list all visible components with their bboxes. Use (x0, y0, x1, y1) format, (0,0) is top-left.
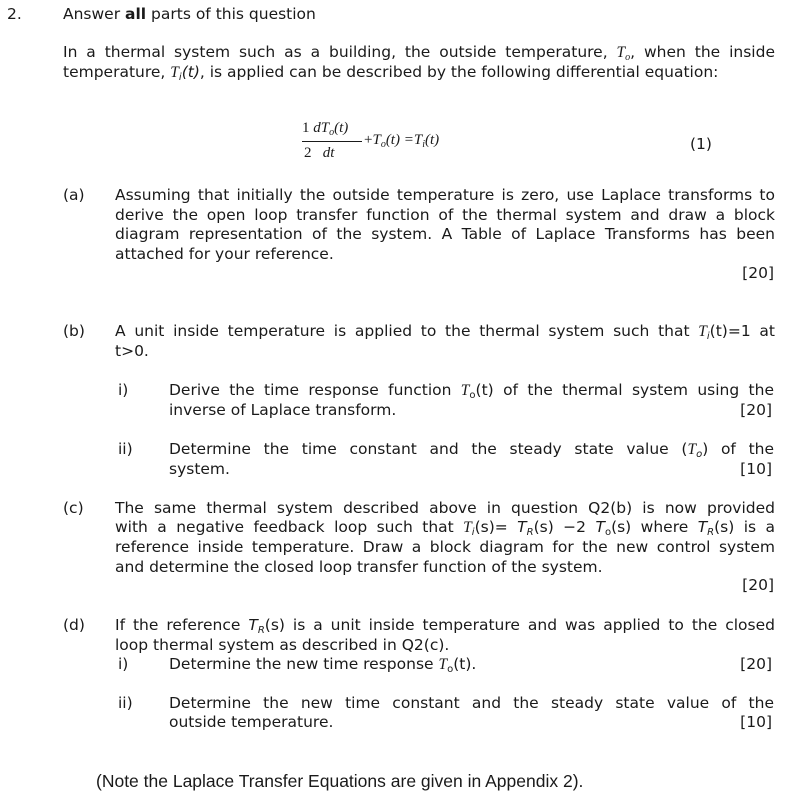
part-b-line-1 (115, 322, 775, 341)
part-c-line-2 (115, 518, 775, 537)
intro-line-1 (63, 43, 775, 62)
part-c-l2-b: (s)= (474, 518, 518, 536)
part-d-i-label: i) (118, 655, 129, 673)
equation-denominator (304, 145, 334, 162)
intro-line2-post: , is applied can be described by the following differential equation: (199, 63, 719, 81)
intro-line1-post: , when the inside (630, 43, 775, 61)
part-c-l2-sym4: T (697, 518, 708, 536)
part-d-ii-marks: [10] (740, 713, 772, 731)
instruction-pre: Answer (63, 5, 126, 23)
part-c-line-3: reference inside temperature. Draw a block diagram for the new control system (115, 538, 775, 556)
part-b-i-label: i) (118, 381, 129, 399)
symbol-to (617, 44, 631, 61)
part-d-label: (d) (63, 616, 85, 634)
part-c-line-1: The same thermal system described above in question Q2(b) is now provided (115, 499, 775, 517)
eq-end: (t) (424, 132, 440, 148)
numerator-arg: (t) (334, 120, 349, 136)
part-c-l2-c: (s) −2 (533, 518, 596, 536)
part-b-i-sym: T (460, 382, 470, 399)
part-d-i-text (169, 655, 476, 674)
part-c-l2-e: (s) is a (714, 518, 776, 536)
part-d-i-pre: Determine the new time response (169, 655, 439, 673)
instruction-post: parts of this question (146, 5, 316, 23)
intro-line2-pre: temperature, (63, 63, 171, 81)
equation-numerator (302, 120, 348, 137)
symbol-ti-arg: (t) (181, 63, 200, 81)
part-a-marks: [20] (742, 264, 774, 282)
part-c-l2-sub1: i (471, 527, 475, 538)
appendix-note: (Note the Laplace Transfer Equations are given in Appendix 2). (96, 771, 584, 791)
part-c-l2-a: with a negative feedback loop such that (115, 518, 464, 536)
part-d-i-sym: T (438, 656, 448, 673)
part-b-ii-marks: [10] (740, 460, 772, 478)
part-b-ii-post: ) of the (702, 440, 775, 458)
equation-label: (1) (690, 135, 712, 153)
intro-line1-pre: In a thermal system such as a building, the outside temperature, (63, 43, 617, 61)
part-b-sub: i (706, 331, 710, 342)
eq-sub-o: o (380, 139, 386, 150)
fraction-bar (302, 141, 362, 142)
part-c-l2-d: (s) where (611, 518, 698, 536)
part-c-label: (c) (63, 499, 84, 517)
part-c-line-4: and determine the closed loop transfer function of the system. (115, 558, 603, 576)
equation-rest (364, 132, 439, 149)
part-b-i-line-2: inverse of Laplace transform. (169, 401, 397, 419)
symbol-ti-sub: i (178, 72, 182, 83)
part-d-ii-label: ii) (118, 694, 133, 712)
question-number: 2. (7, 5, 22, 23)
part-d-i-post: (t). (453, 655, 477, 673)
numerator-dT: dT (313, 120, 330, 136)
part-b-i-marks: [20] (740, 401, 772, 419)
instruction-bold: all (125, 5, 147, 23)
denominator-two: 2 (304, 145, 312, 161)
part-b-ii-line-2: system. (169, 460, 230, 478)
part-a-text: Assuming that initially the outside temperature is zero, use Laplace transforms to derive the open loop transfer function of the thermal system and draw a block diagram representation of the system. A Table of Laplace Transforms has been attached for your reference. (115, 186, 775, 263)
part-c-l2-sub2: R (526, 527, 534, 538)
part-d-l1-b: (s) is a unit inside temperature and was applied to the closed (264, 616, 775, 634)
instruction (63, 5, 316, 23)
part-d-l1-sym: T (248, 616, 258, 634)
intro-line-2 (63, 63, 775, 82)
symbol-ti-T: T (170, 64, 179, 81)
part-b-ii-label: ii) (118, 440, 133, 458)
part-b-ii-pre: Determine the time constant and the steady state value ( (169, 440, 688, 458)
part-d-l1-a: If the reference (115, 616, 249, 634)
part-d-ii-line-2: outside temperature. (169, 713, 334, 731)
part-b-ii-sym: T (687, 441, 697, 458)
part-b-i-pre: Derive the time response function (169, 381, 461, 399)
denominator-dt: dt (322, 145, 335, 161)
part-a-label: (a) (63, 186, 85, 204)
differential-equation (300, 120, 500, 170)
part-d-i-marks: [20] (740, 655, 772, 673)
part-b-i-sub: o (469, 390, 476, 401)
symbol-ti (170, 63, 200, 81)
symbol-to-sub: o (625, 52, 631, 63)
part-d-i-sub: o (447, 664, 454, 675)
part-b-ii-sub: o (696, 449, 703, 460)
part-b-pre: A unit inside temperature is applied to the thermal system such that (115, 322, 699, 340)
part-c-l2-sym2: T (517, 518, 527, 536)
part-d-l1-sub: R (257, 625, 265, 636)
part-b-post: (t)=1 at (709, 322, 775, 340)
part-c-l2-sym1: T (463, 519, 472, 536)
eq-T: T (372, 132, 381, 148)
eq-sub-i: i (422, 139, 425, 150)
eq-plus: + (364, 132, 373, 148)
part-c-l2-sym3: T (595, 518, 605, 536)
part-d-line-2: loop thermal system as described in Q2(c). (115, 636, 450, 654)
part-b-line-2: t>0. (115, 342, 149, 360)
numerator-one: 1 (302, 120, 310, 136)
numerator-sub: o (329, 127, 335, 138)
part-d-line-1 (115, 616, 775, 634)
symbol-to-T: T (616, 44, 626, 61)
part-b-i-line-1 (169, 381, 774, 400)
eq-T2: T (413, 132, 423, 148)
part-c-marks: [20] (742, 576, 774, 594)
eq-mid: (t) = (385, 132, 414, 148)
part-b-ii-line-1 (169, 440, 774, 459)
part-c-l2-sub3: o (604, 527, 612, 538)
part-b-label: (b) (63, 322, 85, 340)
part-b-sym: T (698, 323, 707, 340)
part-b-i-post: (t) of the thermal system using the (475, 381, 774, 399)
part-c-l2-sub4: R (707, 527, 715, 538)
part-d-ii-line-1: Determine the new time constant and the steady state value of the (169, 694, 774, 712)
